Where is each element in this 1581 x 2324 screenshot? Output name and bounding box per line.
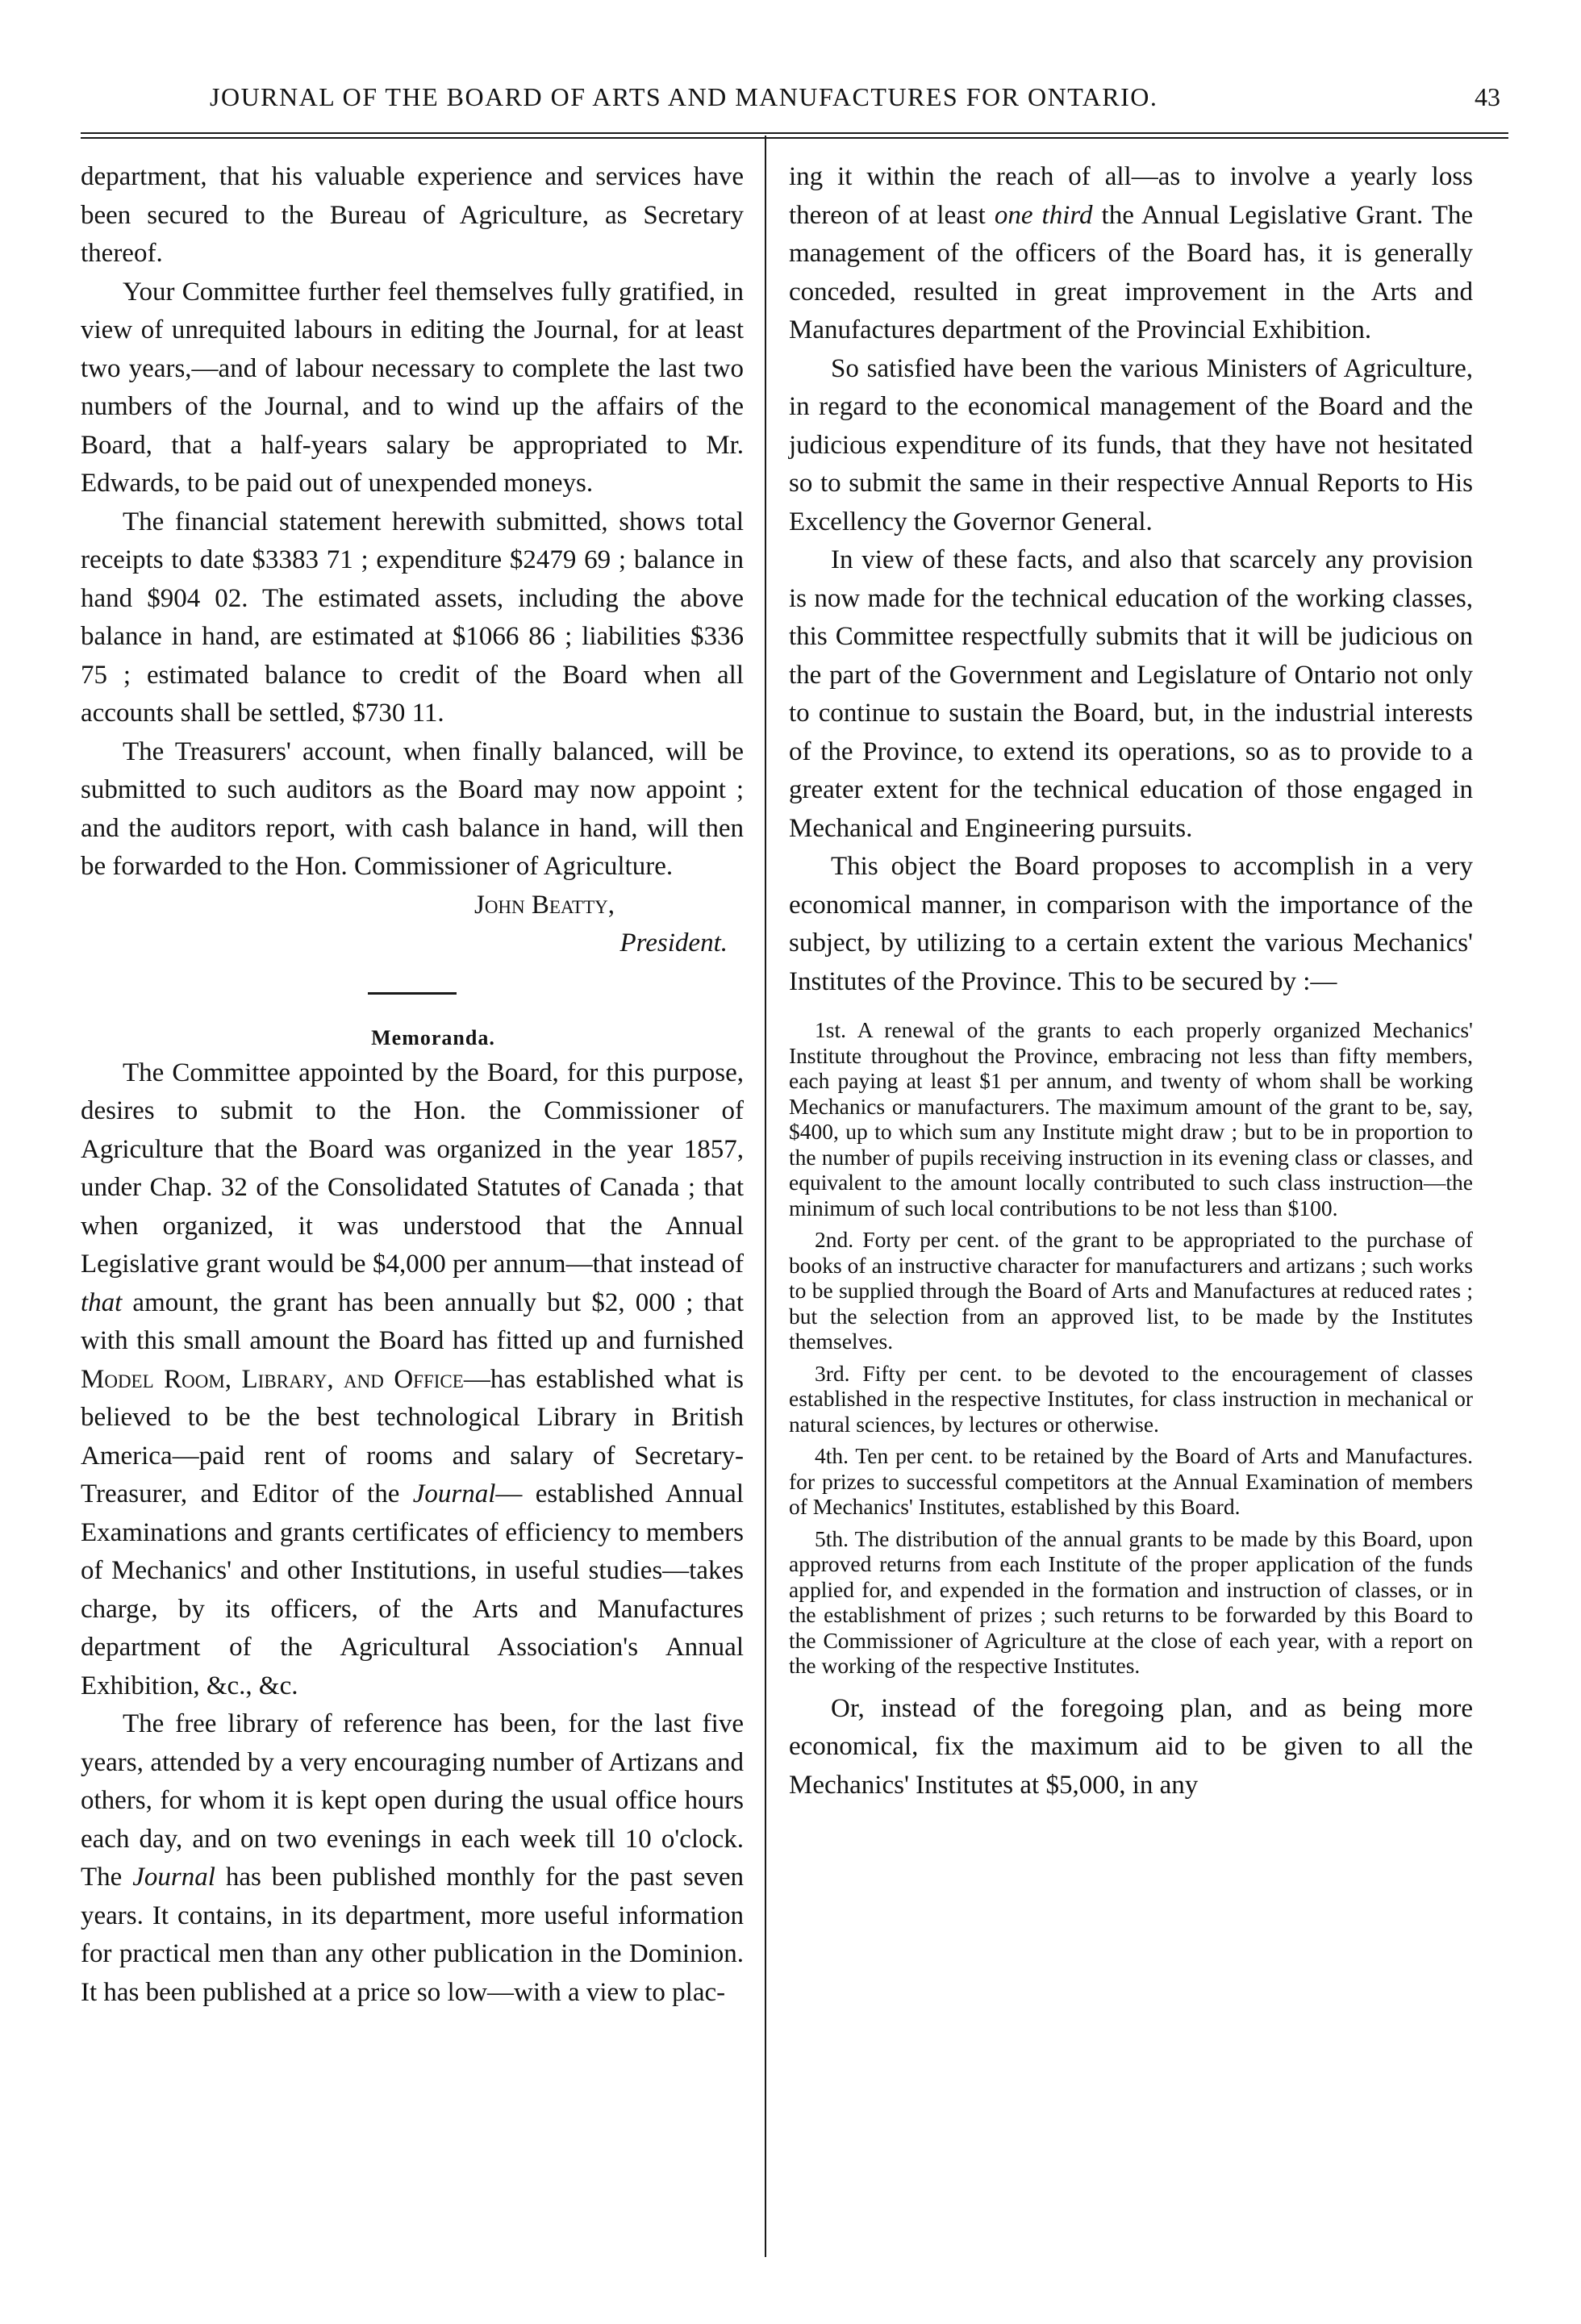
running-header <box>81 82 1500 126</box>
column-divider <box>765 136 766 2257</box>
paragraph <box>789 158 1473 350</box>
text-run: The free library of reference has been, for the last five years, attended by a very encouraging number of Artizans and others, for whom it is kept open during the usual office hours each day, and on two evenings in each week till 10 o'clock. The <box>81 1709 744 1892</box>
signature-title: President. <box>619 928 728 958</box>
small-caps-run: Model Room, Library, and Office <box>81 1364 464 1394</box>
text-run: ing it within the reach of all—as to involve a yearly loss thereon of at least <box>789 162 1473 230</box>
paragraph: The Treasurers' account, when finally balanced, will be submitted to such auditors as the Board may now appoint ; and the auditors report, with cash balance in hand, will then be forwarded to the Hon. Commissioner of Agriculture. <box>81 736 744 881</box>
list-item: 5th. The distribution of the annual grants to be made by this Board, upon approved returns from each Institute of the proper application of the funds applied for, and expended in the formation and instruction of classes, or in the establishment of prizes ; such returns to be forwarded by this Board to the Commissioner of Agriculture at the close of each year, with a report on the working of the respective Institutes. <box>789 1525 1473 1678</box>
italic-run: Journal <box>412 1479 496 1508</box>
header-rule-top <box>81 132 1508 134</box>
journal-title: JOURNAL OF THE BOARD OF ARTS AND MANUFACTURES FOR ONTARIO. <box>210 82 1158 111</box>
left-column <box>81 158 744 2012</box>
section-divider <box>368 992 457 995</box>
paragraph: This object the Board proposes to accomplish in a very economical manner, in comparison with the importance of the subject, by utilizing to a certain extent the various Mechanics' Institutes of the Province. This to be secured by :— <box>789 852 1473 996</box>
text-run: —has established what is believed to be the best technological Library in British America—paid rent of rooms and salary of Secretary-Treasurer, and Editor of the <box>81 1364 744 1508</box>
page-number: 43 <box>1475 82 1500 111</box>
paragraph: Your Committee further feel themselves fully gratified, in view of unrequited labours in editing the Journal, for at least two years,—and of labour necessary to complete the last two numbers of the Journal, and to wind up the affairs of the Board, that a half-years salary be appropriated to Mr. Edwards, to be paid out of unexpended moneys. <box>81 277 744 498</box>
italic-run: one third <box>994 200 1093 230</box>
signature-name: John Beatty, <box>473 890 615 920</box>
paragraph: Or, instead of the foregoing plan, and as being more economical, fix the maximum aid to be given to all the Mechanics' Institutes at $5,000, in any <box>789 1693 1473 1800</box>
list-item: 3rd. Fifty per cent. to be devoted to the encouragement of classes established in the respective Institutes, for class instruction in mechanical or natural sciences, by lectures or otherwise. <box>789 1360 1473 1437</box>
signature-block <box>81 887 744 963</box>
list-item: 4th. Ten per cent. to be retained by the Board of Arts and Manufactures. for prizes to successful competitors at the Annual Examination of members of Mechanics' Institutes, established by this Board. <box>789 1443 1473 1519</box>
section-heading: Memoranda. <box>371 1025 495 1049</box>
text-run: the Annual Legislative Grant. The management of the officers of the Board has, it is generally conceded, resulted in great improvement in the Arts and Manufactures department of the Provincial Exhibition. <box>789 200 1474 344</box>
paragraph: The financial statement herewith submitted, shows total receipts to date $3383 71 ; expenditure $2479 69 ; balance in hand $904 02. The estimated assets, including the above balance in hand, are estimated at $1066 86 ; liabilities $336 75 ; estimated balance to credit of the Board when all accounts shall be settled, $730 11. <box>81 507 744 728</box>
list-item: 1st. A renewal of the grants to each properly organized Mechanics' Institute throughout the Province, embracing not less than fifty members, each paying at least $1 per annum, and twenty of whom shall be working Mechanics or manufacturers. The maximum amount of the grant to be, say, $400, up to which sum any Institute might draw ; but to be in proportion to the number of pupils receiving instruction in its evening class or classes, and equivalent to the amount locally contributed to such class instruction—the minimum of such local contributions to be not less than $100. <box>789 1017 1473 1220</box>
header-rule-bottom <box>81 137 1508 139</box>
text-run: has been published monthly for the past seven years. It contains, in its department, more useful information for practical men than any other publication in the Dominion. It has been published at a price so low—with a view to plac- <box>81 1863 745 2007</box>
list-item: 2nd. Forty per cent. of the grant to be appropriated to the purchase of books of an instructive character for manufacturers and artizans ; such works to be supplied through the Board of Arts and Manufactures at reduced rates ; but the selection from an approved list, to be made by the Institutes themselves. <box>789 1227 1473 1354</box>
text-run: amount, the grant has been annually but $2, 000 ; that with this small amount the Board has fitted up and furnished <box>81 1287 744 1355</box>
paragraph <box>81 1705 744 2012</box>
paragraph: department, that his valuable experience and services have been secured to the Bureau of Agriculture, as Secretary thereof. <box>81 162 744 268</box>
paragraph: So satisfied have been the various Ministers of Agriculture, in regard to the economical management of the Board and the judicious expenditure of its funds, that they have not hesitated so to submit the same in their respective Annual Reports to His Excellency the Governor General. <box>789 353 1473 536</box>
text-run: — established Annual Examinations and grants certificates of efficiency to members of Mechanics' and other Institutions, in useful studies—takes charge, by its officers, of the Arts and Manufactures department of the Agricultural Association's Annual Exhibition, &c., &c. <box>81 1479 744 1700</box>
right-column <box>789 158 1473 1805</box>
italic-run: Journal <box>132 1863 215 1892</box>
text-run: The Committee appointed by the Board, for this purpose, desires to submit to the Hon. the Commissioner of Agriculture that the Board was organized in the year 1857, under Chap. 32 of the Consolidated Statutes of Canada ; that when organized, it was understood that the Annual Legislative grant would be $4,000 per annum—that instead of <box>81 1058 744 1279</box>
paragraph <box>81 1054 744 1706</box>
paragraph: In view of these facts, and also that scarcely any provision is now made for the technical education of the working classes, this Committee respectfully submits that it will be judicious on the part of the Government and Legislature of Ontario not only to continue to sustain the Board, but, in the industrial interests of the Province, to extend its operations, so as to provide to a greater extent for the technical education of those engaged in Mechanical and Engineering pursuits. <box>789 545 1473 843</box>
italic-run: that <box>81 1287 123 1317</box>
